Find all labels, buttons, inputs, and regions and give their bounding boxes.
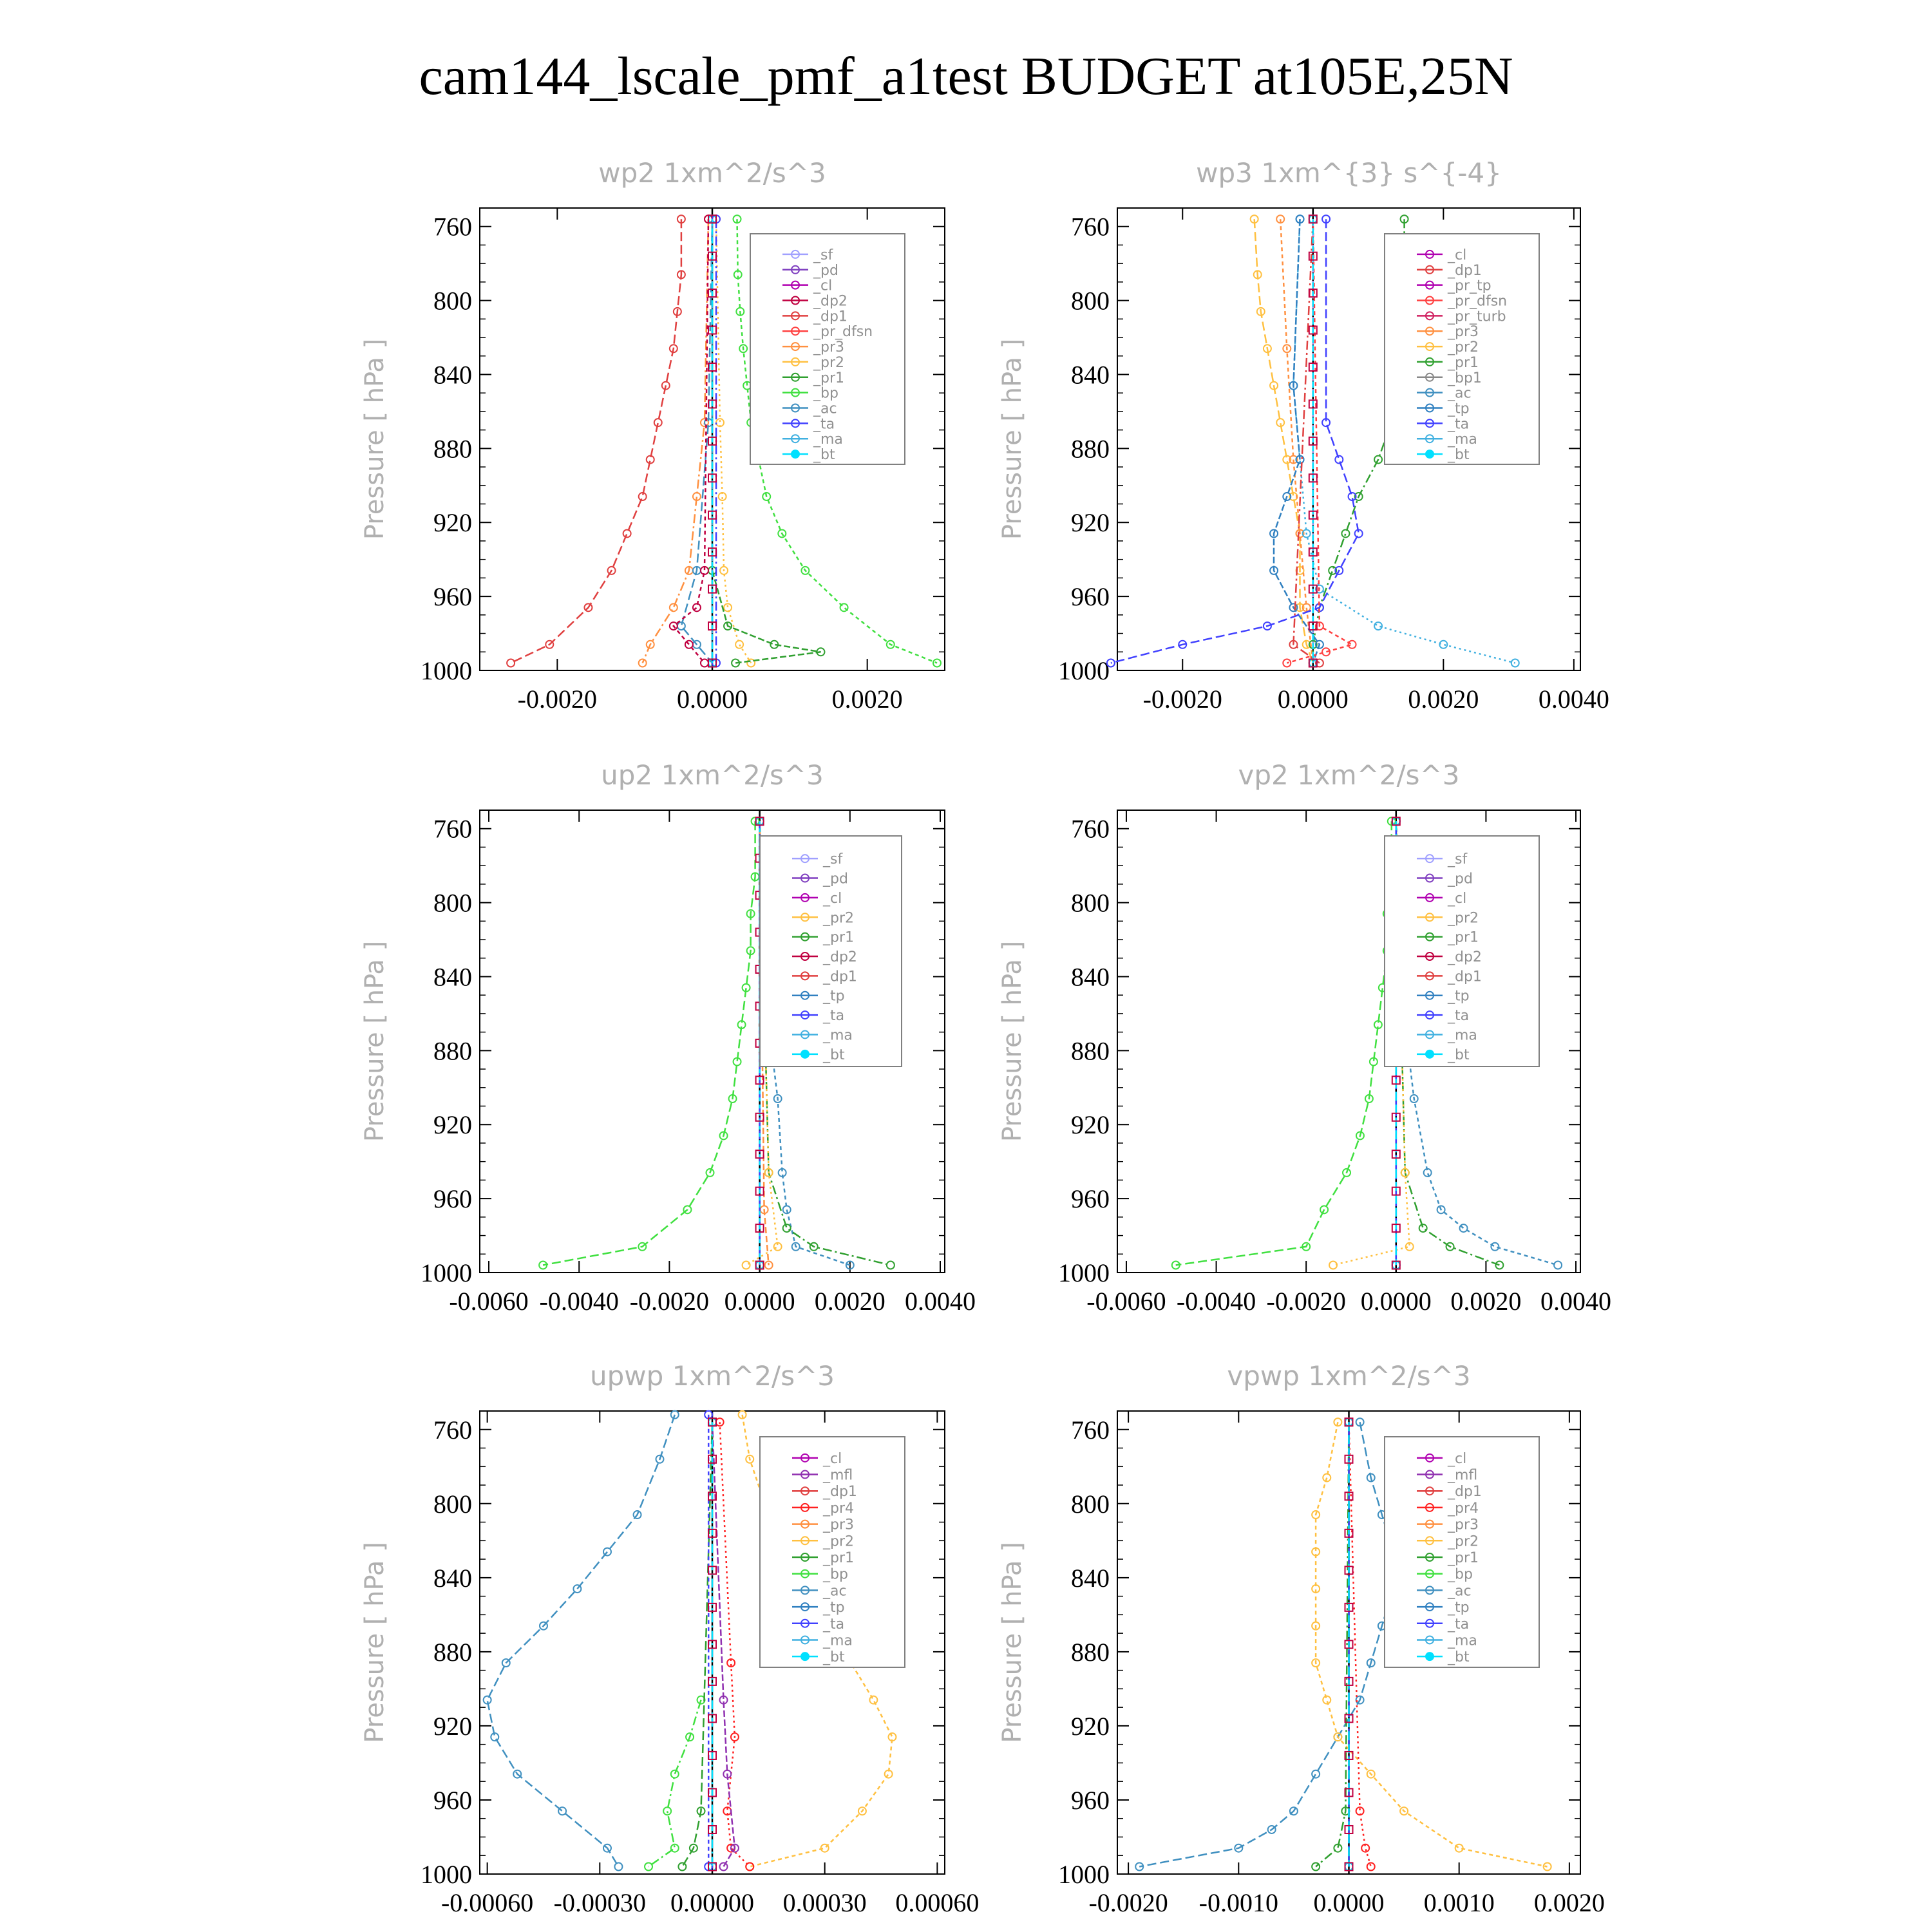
data-point bbox=[783, 1224, 791, 1232]
series-line-bp bbox=[1316, 1422, 1349, 1866]
data-point bbox=[719, 1862, 727, 1870]
legend-label: _pr2 bbox=[813, 354, 845, 371]
legend-marker bbox=[1425, 450, 1434, 459]
legend-label: _mfl bbox=[1448, 1467, 1478, 1484]
legend bbox=[750, 234, 905, 464]
data-point bbox=[735, 641, 743, 649]
legend-label: _cl bbox=[823, 890, 842, 907]
data-point bbox=[1511, 659, 1519, 667]
legend bbox=[1385, 234, 1539, 464]
legend-label: _pr1 bbox=[1448, 929, 1479, 946]
y-tick-label: 800 bbox=[433, 888, 472, 918]
legend-marker bbox=[791, 450, 800, 459]
legend-label: _pr2 bbox=[1448, 1533, 1479, 1550]
data-point bbox=[840, 603, 848, 611]
panel-title: vp2 1xm^2/s^3 bbox=[1238, 759, 1460, 791]
panel-vpwp bbox=[998, 1360, 1605, 1917]
legend-label: _bp bbox=[1448, 1566, 1473, 1583]
legend-label: _ac bbox=[1448, 385, 1472, 402]
x-tick-label: 0.0010 bbox=[1423, 1888, 1495, 1917]
legend-label: _pr_tp bbox=[1448, 278, 1492, 294]
x-tick-label: -0.00060 bbox=[440, 1888, 534, 1917]
y-tick-label: 800 bbox=[1071, 888, 1110, 918]
y-tick-label: 920 bbox=[433, 508, 472, 538]
y-tick-label: 960 bbox=[433, 1785, 472, 1815]
legend-label: _ma bbox=[823, 1633, 853, 1649]
y-axis-label: Pressure [ hPa ] bbox=[360, 338, 390, 540]
legend-label: _cl bbox=[1448, 890, 1467, 907]
data-point bbox=[670, 603, 677, 611]
x-tick-label: 0.00030 bbox=[782, 1888, 867, 1917]
legend-label: _ta bbox=[1448, 1008, 1470, 1025]
y-tick-label: 1000 bbox=[421, 1258, 472, 1287]
y-tick-label: 1000 bbox=[1058, 1860, 1110, 1889]
x-tick-label: 0.0000 bbox=[1313, 1888, 1385, 1917]
figure-title: cam144_lscale_pmf_a1test BUDGET at105E,25N bbox=[419, 46, 1513, 106]
y-tick-label: 800 bbox=[1071, 1489, 1110, 1519]
legend-label: _pr1 bbox=[813, 370, 845, 386]
legend-label: _pd bbox=[823, 871, 848, 887]
legend-label: _dp1 bbox=[823, 1484, 857, 1501]
legend bbox=[1385, 1437, 1539, 1667]
legend-label: _sf bbox=[823, 851, 843, 868]
legend-label: _tp bbox=[1448, 401, 1470, 417]
x-tick-label: 0.0000 bbox=[677, 685, 748, 714]
y-tick-label: 840 bbox=[433, 1563, 472, 1593]
panel-title: vpwp 1xm^2/s^3 bbox=[1227, 1360, 1471, 1392]
x-tick-label: -0.00030 bbox=[553, 1888, 646, 1917]
legend-marker bbox=[800, 1652, 810, 1661]
legend-label: _bt bbox=[823, 1046, 845, 1063]
legend-label: _pr2 bbox=[823, 1533, 855, 1550]
legend-label: _bt bbox=[1448, 1046, 1470, 1063]
y-tick-label: 840 bbox=[433, 962, 472, 992]
data-point bbox=[724, 603, 732, 611]
y-tick-label: 1000 bbox=[421, 1860, 472, 1889]
y-axis-label: Pressure [ hPa ] bbox=[998, 338, 1027, 540]
legend-label: _ac bbox=[813, 401, 837, 417]
y-tick-label: 960 bbox=[1071, 1785, 1110, 1815]
y-tick-label: 920 bbox=[1071, 1711, 1110, 1741]
panel-wp3 bbox=[998, 157, 1609, 714]
y-tick-label: 760 bbox=[1071, 212, 1110, 242]
y-tick-label: 1000 bbox=[421, 656, 472, 685]
legend-label: _bp bbox=[823, 1566, 848, 1583]
legend-label: _pr2 bbox=[1448, 339, 1479, 356]
y-axis-label: Pressure [ hPa ] bbox=[998, 940, 1027, 1142]
series-line-ta bbox=[1111, 219, 1359, 663]
data-point bbox=[639, 659, 647, 667]
legend-label: _dp1 bbox=[1448, 1484, 1482, 1501]
legend-label: _bt bbox=[823, 1649, 845, 1666]
legend-label: _ma bbox=[1448, 1633, 1477, 1649]
x-tick-label: 0.0040 bbox=[1538, 685, 1609, 714]
legend-label: _ta bbox=[1448, 1616, 1470, 1633]
x-tick-label: 0.0000 bbox=[1277, 685, 1349, 714]
legend-label: _dp1 bbox=[1448, 262, 1482, 279]
legend-label: _dp2 bbox=[823, 949, 857, 965]
y-tick-label: 880 bbox=[433, 434, 472, 464]
legend-label: _cl bbox=[1448, 247, 1467, 263]
y-tick-label: 1000 bbox=[1058, 1258, 1110, 1287]
legend-label: _pr3 bbox=[823, 1517, 855, 1533]
panel-wp2 bbox=[360, 157, 945, 714]
data-point bbox=[1419, 1224, 1427, 1232]
y-tick-label: 760 bbox=[433, 1415, 472, 1444]
data-point bbox=[1554, 1262, 1562, 1269]
data-point bbox=[558, 1807, 566, 1815]
legend-label: _dp1 bbox=[1448, 969, 1482, 985]
legend-label: _bt bbox=[1448, 447, 1470, 464]
x-tick-label: -0.0020 bbox=[1142, 685, 1222, 714]
legend-label: _pr_dfsn bbox=[813, 324, 873, 341]
legend-label: _sf bbox=[1448, 851, 1468, 868]
y-tick-label: 920 bbox=[1071, 508, 1110, 538]
y-axis-label: Pressure [ hPa ] bbox=[360, 940, 390, 1142]
panel-vp2 bbox=[998, 759, 1611, 1316]
data-point bbox=[1283, 659, 1291, 667]
y-tick-label: 840 bbox=[433, 360, 472, 390]
data-point bbox=[701, 659, 708, 667]
y-tick-label: 760 bbox=[1071, 814, 1110, 844]
data-point bbox=[869, 1696, 877, 1704]
series-line-bp bbox=[649, 1700, 701, 1867]
series-line-pr2 bbox=[716, 219, 751, 663]
legend-label: _ma bbox=[1448, 431, 1477, 448]
y-tick-label: 840 bbox=[1071, 360, 1110, 390]
y-tick-label: 920 bbox=[433, 1110, 472, 1140]
data-point bbox=[663, 1807, 671, 1815]
x-tick-label: 0.0040 bbox=[904, 1287, 976, 1316]
x-tick-label: -0.0020 bbox=[517, 685, 597, 714]
legend-label: _tp bbox=[823, 988, 845, 1005]
y-tick-label: 880 bbox=[433, 1036, 472, 1066]
y-tick-label: 800 bbox=[1071, 286, 1110, 316]
legend-label: _pr4 bbox=[1448, 1500, 1479, 1517]
legend-label: _pr3 bbox=[1448, 324, 1479, 341]
legend-label: _pr1 bbox=[823, 1550, 855, 1566]
series-line-tp bbox=[488, 1415, 675, 1867]
x-tick-label: -0.0040 bbox=[1176, 1287, 1256, 1316]
legend-label: _bt bbox=[1448, 1649, 1470, 1666]
legend-label: _pr1 bbox=[823, 929, 855, 946]
y-tick-label: 760 bbox=[433, 212, 472, 242]
legend bbox=[760, 836, 902, 1066]
panel-title: wp3 1xm^{3} s^{-4} bbox=[1196, 157, 1502, 189]
legend-label: _pr2 bbox=[1448, 910, 1479, 927]
legend-label: _pr2 bbox=[823, 910, 855, 927]
panel-up2 bbox=[360, 759, 976, 1316]
data-point bbox=[614, 1862, 622, 1870]
x-tick-label: -0.0020 bbox=[1266, 1287, 1346, 1316]
y-tick-label: 960 bbox=[1071, 1184, 1110, 1214]
panel-upwp bbox=[360, 1360, 979, 1917]
series-line-dp1 bbox=[543, 821, 755, 1265]
series-line-pr4 bbox=[720, 1422, 750, 1866]
legend-label: _pr3 bbox=[813, 339, 845, 356]
legend-label: _sf bbox=[813, 247, 833, 263]
data-point bbox=[1341, 529, 1349, 537]
y-tick-label: 840 bbox=[1071, 962, 1110, 992]
x-tick-label: 0.0020 bbox=[1450, 1287, 1522, 1316]
legend-label: _pr_turb bbox=[1448, 308, 1506, 325]
data-point bbox=[671, 1770, 679, 1778]
series-line-dp1 bbox=[1176, 821, 1392, 1265]
data-point bbox=[678, 1862, 686, 1870]
data-point bbox=[716, 1418, 724, 1426]
legend-marker bbox=[800, 1050, 810, 1059]
legend-label: _pd bbox=[1448, 871, 1473, 887]
panel-title: wp2 1xm^2/s^3 bbox=[598, 157, 826, 189]
legend-label: _pr_dfsn bbox=[1448, 293, 1508, 310]
data-point bbox=[765, 1262, 773, 1269]
x-tick-label: -0.0020 bbox=[1088, 1888, 1168, 1917]
legend-label: _pr1 bbox=[1448, 1550, 1479, 1566]
x-tick-label: -0.0010 bbox=[1198, 1888, 1278, 1917]
y-tick-label: 1000 bbox=[1058, 656, 1110, 685]
legend-label: _pd bbox=[813, 262, 838, 279]
data-point bbox=[623, 529, 631, 537]
y-tick-label: 880 bbox=[1071, 1036, 1110, 1066]
y-tick-label: 880 bbox=[1071, 434, 1110, 464]
legend-label: _cl bbox=[1448, 1450, 1467, 1467]
x-tick-label: 0.00060 bbox=[895, 1888, 980, 1917]
legend-label: _tp bbox=[1448, 1600, 1470, 1616]
x-tick-label: -0.0060 bbox=[449, 1287, 529, 1316]
legend-label: _bp1 bbox=[1448, 370, 1482, 386]
y-tick-label: 960 bbox=[1071, 582, 1110, 612]
y-tick-label: 760 bbox=[433, 814, 472, 844]
x-tick-label: -0.0060 bbox=[1086, 1287, 1166, 1316]
legend-label: _ta bbox=[1448, 416, 1470, 433]
legend-label: _pr4 bbox=[823, 1500, 855, 1517]
panel-title: up2 1xm^2/s^3 bbox=[601, 759, 824, 791]
legend-label: _cl bbox=[813, 278, 833, 294]
y-tick-label: 960 bbox=[433, 582, 472, 612]
y-axis-label: Pressure [ hPa ] bbox=[998, 1542, 1027, 1743]
legend-label: _ma bbox=[1448, 1027, 1477, 1044]
legend-marker bbox=[1425, 1652, 1434, 1661]
legend-label: _bp bbox=[813, 385, 838, 402]
x-tick-label: 0.0020 bbox=[831, 685, 903, 714]
data-point bbox=[603, 1548, 611, 1556]
series-line-dp1 bbox=[511, 219, 681, 663]
y-tick-label: 880 bbox=[433, 1637, 472, 1667]
x-tick-label: -0.0040 bbox=[539, 1287, 619, 1316]
y-tick-label: 920 bbox=[433, 1711, 472, 1741]
x-tick-label: 0.0000 bbox=[724, 1287, 795, 1316]
data-point bbox=[1460, 1224, 1468, 1232]
legend-label: _dp1 bbox=[823, 969, 857, 985]
x-tick-label: 0.0020 bbox=[1533, 1888, 1605, 1917]
legend-label: _pr1 bbox=[1448, 354, 1479, 371]
legend-label: _bt bbox=[813, 447, 835, 464]
legend-label: _ta bbox=[823, 1008, 845, 1025]
legend-label: _tp bbox=[823, 1600, 845, 1616]
data-point bbox=[1495, 1262, 1503, 1269]
legend-label: _mfl bbox=[823, 1467, 853, 1484]
data-point bbox=[693, 603, 701, 611]
legend-label: _tp bbox=[1448, 988, 1470, 1005]
x-tick-label: 0.0000 bbox=[1360, 1287, 1432, 1316]
legend-label: _cl bbox=[823, 1450, 842, 1467]
y-tick-label: 800 bbox=[433, 286, 472, 316]
legend-label: _dp1 bbox=[813, 308, 848, 325]
x-tick-label: -0.0020 bbox=[629, 1287, 710, 1316]
y-tick-label: 760 bbox=[1071, 1415, 1110, 1444]
legend-label: _ta bbox=[813, 416, 835, 433]
panel-title: upwp 1xm^2/s^3 bbox=[590, 1360, 835, 1392]
data-point bbox=[685, 641, 693, 649]
y-tick-label: 960 bbox=[433, 1184, 472, 1214]
legend-label: _dp2 bbox=[813, 293, 848, 310]
legend-marker bbox=[1425, 1050, 1434, 1059]
legend-label: _ac bbox=[823, 1583, 847, 1600]
x-tick-label: 0.0040 bbox=[1540, 1287, 1612, 1316]
y-axis-label: Pressure [ hPa ] bbox=[360, 1542, 390, 1743]
data-point bbox=[671, 1411, 679, 1419]
x-tick-label: 0.0020 bbox=[814, 1287, 886, 1316]
x-tick-label: 0.0020 bbox=[1408, 685, 1479, 714]
data-point bbox=[743, 1262, 750, 1269]
legend-label: _dp2 bbox=[1448, 949, 1482, 965]
y-tick-label: 840 bbox=[1071, 1563, 1110, 1593]
legend-label: _ma bbox=[813, 431, 843, 448]
legend bbox=[1385, 836, 1539, 1066]
data-point bbox=[1312, 1770, 1320, 1778]
data-point bbox=[1335, 456, 1343, 464]
y-tick-label: 920 bbox=[1071, 1110, 1110, 1140]
legend-label: _ma bbox=[823, 1027, 853, 1044]
legend-label: _ac bbox=[1448, 1583, 1472, 1600]
x-tick-label: 0.00000 bbox=[670, 1888, 754, 1917]
legend-label: _ta bbox=[823, 1616, 845, 1633]
y-tick-label: 800 bbox=[433, 1489, 472, 1519]
legend-label: _pr3 bbox=[1448, 1517, 1479, 1533]
y-tick-label: 880 bbox=[1071, 1637, 1110, 1667]
data-point bbox=[507, 659, 515, 667]
legend bbox=[760, 1437, 905, 1667]
